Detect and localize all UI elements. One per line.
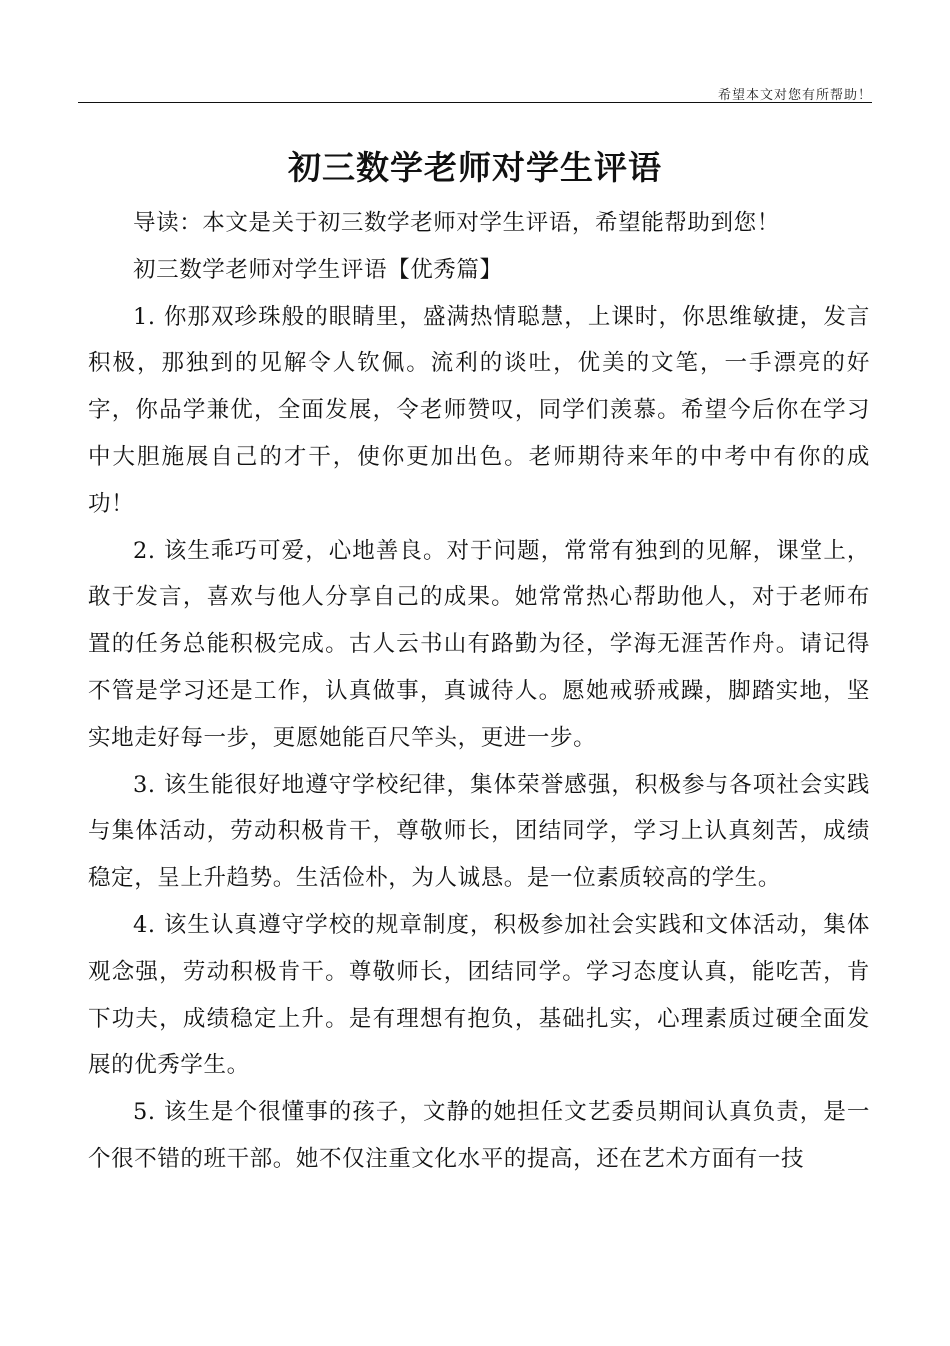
comment-paragraph-1: 1. 你那双珍珠般的眼睛里，盛满热情聪慧，上课时，你思维敏捷，发言积极，那独到的见解令人钦佩。流利的谈吐，优美的文笔，一手漂亮的好字，你品学兼优，全面发展，令老师赞叹，同学们羡慕。希望今后你在学习中大胆施展自己的才干，使你更加出色。老师期待来年的中考中有你的成功！ (88, 303, 870, 517)
comment-paragraph-3: 3. 该生能很好地遵守学校纪律，集体荣誉感强，积极参与各项社会实践与集体活动，劳动积极肯干，尊敬师长，团结同学，学习上认真刻苦，成绩稳定，呈上升趋势。生活俭朴，为人诚恳。是一位素质较高的学生。 (88, 771, 870, 892)
section-heading: 初三数学老师对学生评语【优秀篇】 (133, 256, 503, 283)
comment-paragraph-5: 5. 该生是个很懂事的孩子，文静的她担任文艺委员期间认真负责，是一个很不错的班干部。她不仅注重文化水平的提高，还在艺术方面有一技 (88, 1099, 870, 1172)
intro-paragraph: 导读：本文是关于初三数学老师对学生评语，希望能帮助到您！ (133, 210, 780, 236)
header-note: 希望本文对您有所帮助！ (717, 88, 872, 103)
comment-paragraph-4: 4. 该生认真遵守学校的规章制度，积极参加社会实践和文体活动，集体观念强，劳动积极肯干。尊敬师长，团结同学。学习态度认真，能吃苦，肯下功夫，成绩稳定上升。是有理想有抱负，基础扎实，心理素质过硬全面发展的优秀学生。 (88, 911, 870, 1079)
comment-paragraph-2: 2. 该生乖巧可爱，心地善良。对于问题，常常有独到的见解，课堂上，敢于发言，喜欢与他人分享自己的成果。她常常热心帮助他人，对于老师布置的任务总能积极完成。古人云书山有路勤为径，学海无涯苦作舟。请记得不管是学习还是工作，认真做事，真诚待人。愿她戒骄戒躁，脚踏实地，坚实地走好每一步，更愿她能百尺竿头，更进一步。 (88, 537, 870, 751)
header-divider (78, 102, 872, 103)
document-body (88, 200, 870, 1183)
page-title: 初三数学老师对学生评语 (288, 148, 662, 188)
